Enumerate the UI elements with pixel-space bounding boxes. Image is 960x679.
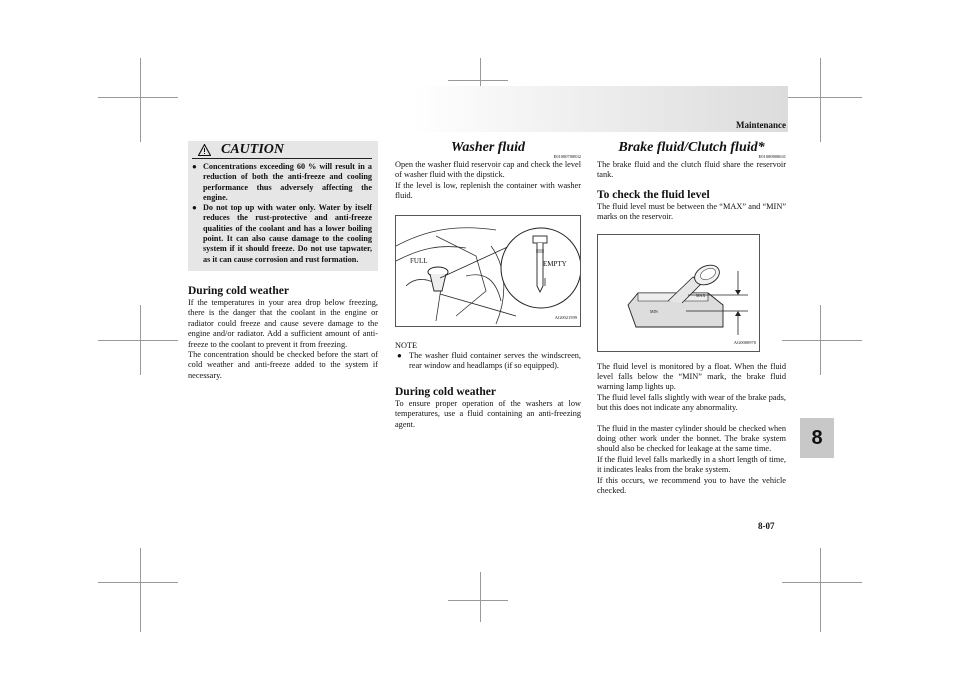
brake-intro: The brake fluid and the clutch fluid share the reservoir tank.: [597, 160, 786, 180]
crop-mark: [820, 58, 821, 142]
cold-weather-text-2: The concentration should be checked before the start of cold weather and anti-freeze added to the system if necessary.: [188, 350, 378, 380]
crop-mark: [140, 548, 141, 632]
page-number: 8-07: [758, 521, 775, 531]
washer-fluid-code: E01000700832: [553, 154, 581, 159]
crop-mark: [98, 340, 178, 341]
middle-column: [395, 141, 581, 430]
bullet-icon: ●: [397, 351, 402, 361]
brake-paragraph-4: If the fluid level falls markedly in a short length of time, it indicates leaks from the brake system.: [597, 454, 786, 475]
crop-mark: [782, 340, 862, 341]
cold-weather-heading: During cold weather: [188, 284, 289, 297]
caution-header: [192, 141, 372, 157]
full-label: FULL: [410, 256, 428, 265]
crop-mark: [480, 572, 481, 622]
header-band: [413, 86, 788, 132]
crop-mark: [98, 582, 178, 583]
crop-mark: [448, 600, 508, 601]
check-level-text: The fluid level must be between the “MAX” and “MIN” marks on the reservoir.: [597, 201, 786, 222]
caution-box: [188, 141, 378, 271]
washer-cold-weather-text: To ensure proper operation of the washers at low temperatures, use a fluid containing an anti-freezing agent.: [395, 398, 581, 429]
note-label: NOTE: [395, 340, 418, 350]
brake-paragraph-5: If this occurs, we recommend you to have the vehicle checked.: [597, 475, 786, 496]
spacer: [597, 414, 786, 424]
crop-mark: [820, 548, 821, 632]
washer-fluid-title: Washer fluid: [450, 140, 526, 155]
header-section-title: Maintenance: [736, 120, 786, 130]
brake-fluid-title: Brake fluid/Clutch fluid*: [618, 140, 765, 155]
note-item: [395, 351, 581, 372]
washer-cold-weather-heading: During cold weather: [395, 385, 496, 398]
brake-fluid-figure: [597, 234, 760, 352]
brake-paragraph-2: The fluid level falls slightly with wear of the brake pads, but this does not indicate any abnormality.: [597, 392, 786, 413]
spacer: [597, 352, 786, 362]
figure-code: AG0021599: [554, 315, 577, 321]
caution-item: [192, 162, 372, 203]
crop-mark: [782, 582, 862, 583]
bullet-icon: ●: [192, 203, 197, 213]
caution-title: CAUTION: [221, 141, 285, 157]
washer-paragraph-2: If the level is low, replenish the container with washer fluid.: [395, 180, 581, 201]
cold-weather-text: If the temperatures in your area drop below freezing, there is the danger that the coolant in the engine or radiator could freeze and cause severe damage to the engine and/or radiator. Add a sufficient amount of anti-freeze to the coolant to prevent it from freezing.: [188, 297, 378, 349]
note-text: The washer fluid container serves the windscreen, rear window and headlamps (if so equipped).: [409, 351, 581, 371]
caution-item: [192, 203, 372, 265]
bullet-icon: ●: [192, 162, 197, 171]
check-level-heading: To check the fluid level: [597, 188, 710, 201]
brake-paragraph-1: The fluid level is monitored by a float. When the fluid level falls below the “MIN” mark, the brake fluid warning lamp lights up.: [597, 361, 786, 392]
empty-label: EMPTY: [543, 259, 567, 268]
crop-mark: [98, 97, 178, 98]
chapter-tab: 8: [800, 418, 834, 458]
washer-fluid-figure: [395, 215, 581, 327]
crop-mark: [820, 305, 821, 375]
left-column: [188, 141, 378, 381]
figure-code: AG0000970: [733, 340, 756, 346]
brake-fluid-code: E01000800631: [758, 154, 786, 159]
warning-triangle-icon: [198, 144, 211, 156]
crop-mark: [448, 80, 508, 81]
crop-mark: [140, 305, 141, 375]
max-label: MAX: [696, 292, 706, 298]
caution-divider: [192, 158, 372, 159]
crop-mark: [140, 58, 141, 142]
brake-reservoir-illustration: [598, 235, 759, 351]
brake-paragraph-3: The fluid in the master cylinder should be checked when doing other work under the bonnet. The brake system should also be checked for leakage at the same time.: [597, 423, 786, 454]
washer-reservoir-illustration: [396, 216, 580, 326]
min-label: MIN: [650, 308, 658, 314]
caution-item-text: Do not top up with water only. Water by itself reduces the rust-protective and anti-freeze qualities of the coolant and has a lower boiling point. It can also cause damage to the cooling system if it should freeze. Do not use tapwater, as it can cause corrosion and rust formation.: [203, 203, 372, 264]
right-column: [597, 141, 786, 497]
crop-mark: [782, 97, 862, 98]
washer-paragraph-1: Open the washer fluid reservoir cap and check the level of washer fluid with the dipstick.: [395, 160, 581, 180]
caution-item-text: Concentrations exceeding 60 % will result in a reduction of both the anti-freeze and cooling performance thus adversely affecting the engine.: [203, 162, 372, 202]
